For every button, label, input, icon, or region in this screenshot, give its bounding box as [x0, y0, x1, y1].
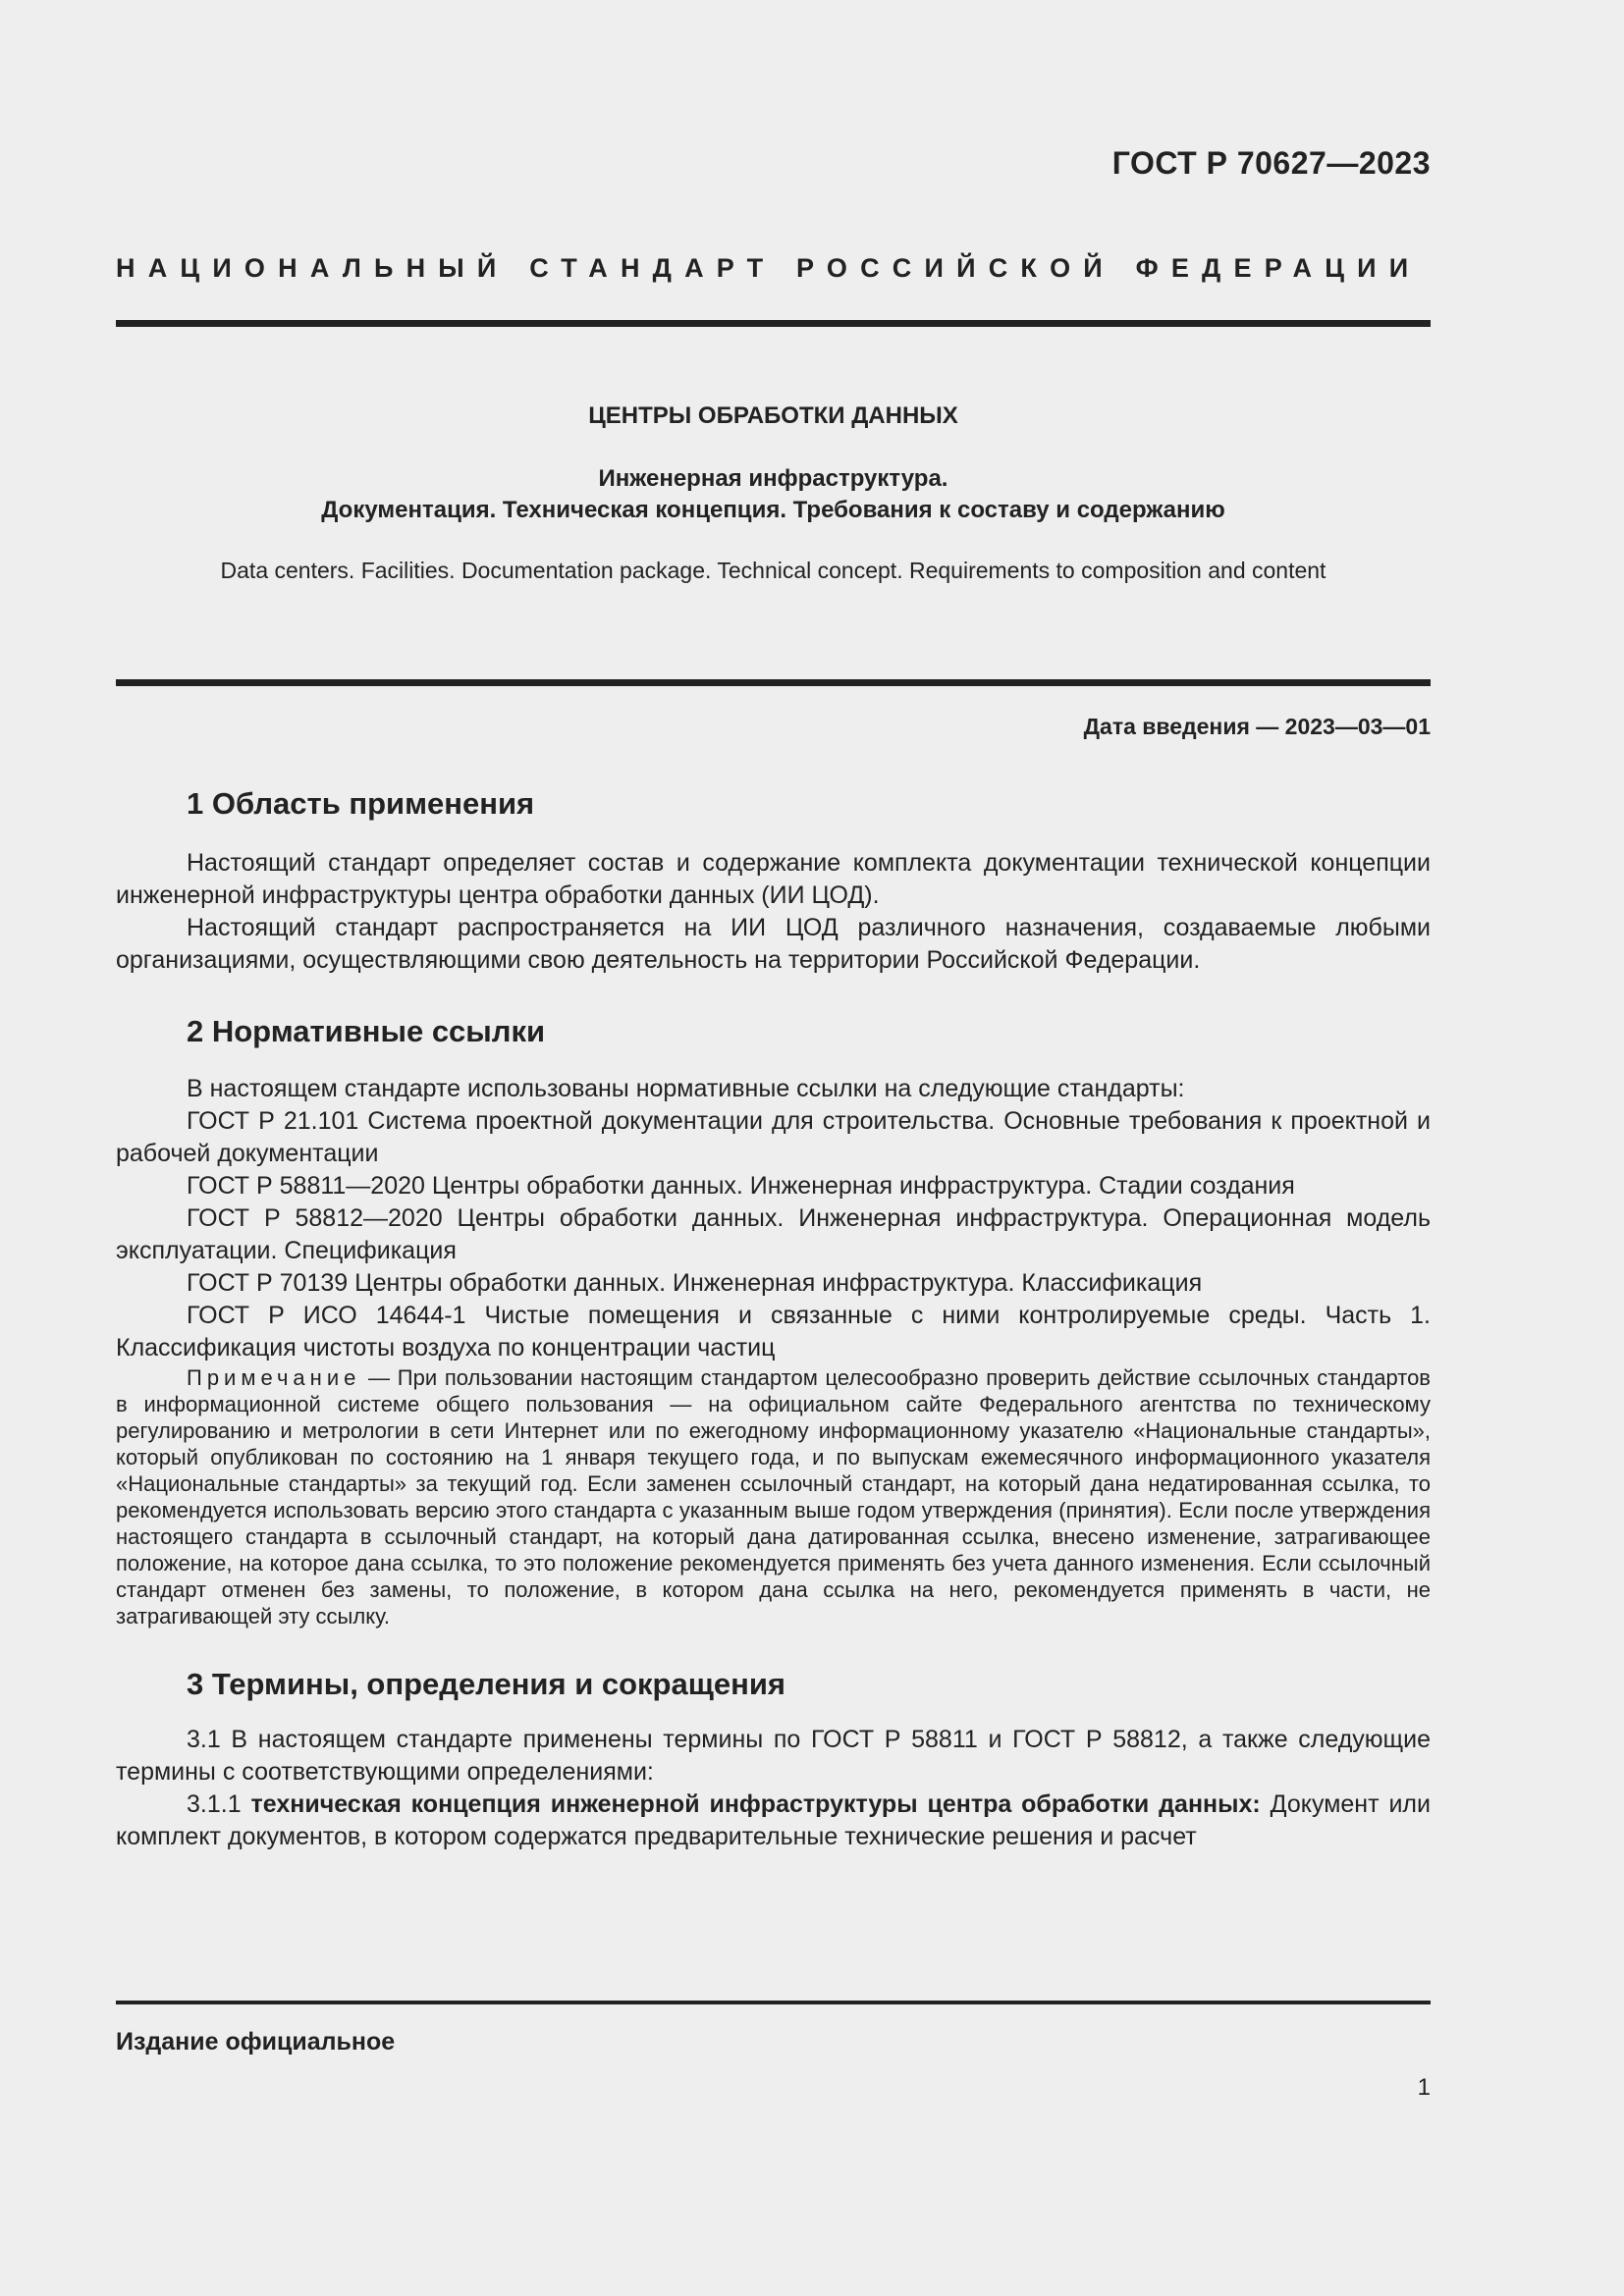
- title-block: [116, 399, 1431, 585]
- top-divider: [116, 320, 1431, 327]
- term-number: 3.1.1: [187, 1790, 251, 1818]
- document-title: ЦЕНТРЫ ОБРАБОТКИ ДАННЫХ: [588, 402, 958, 429]
- reference-item: ГОСТ Р ИСО 14644-1 Чистые помещения и связанные с ними контролируемые среды. Часть 1. Классификация чистоты воздуха по концентрации частиц: [116, 1302, 1431, 1362]
- term-name: техническая концепция инженерной инфраструктуры центра обработки данных:: [250, 1790, 1261, 1818]
- subtitle-line-2: Документация. Техническая концепция. Требования к составу и содержанию: [321, 497, 1225, 523]
- footer-divider: [116, 2001, 1431, 2004]
- document-subtitle: [116, 463, 1431, 526]
- document-code: ГОСТ Р 70627—2023: [1111, 145, 1431, 181]
- subtitle-line-1: Инженерная инфраструктура.: [598, 465, 948, 492]
- page-number: 1: [1417, 2074, 1431, 2101]
- document-body: [116, 780, 1431, 1853]
- reference-item: ГОСТ Р 58812—2020 Центры обработки данных. Инженерная инфраструктура. Операционная модель эксплуатации. Спецификация: [116, 1204, 1431, 1264]
- note: [116, 1364, 1431, 1629]
- section-2-body: [116, 1073, 1431, 1629]
- paragraph: Настоящий стандарт определяет состав и содержание комплекта документации технической концепции инженерной инфраструктуры центра обработки данных (ИИ ЦОД).: [116, 849, 1431, 909]
- introduction-date: Дата введения — 2023—03—01: [1083, 714, 1431, 739]
- reference-item: ГОСТ Р 58811—2020 Центры обработки данных. Инженерная инфраструктура. Стадии создания: [187, 1172, 1295, 1200]
- middle-divider: [116, 679, 1431, 686]
- section-1-body: [116, 847, 1431, 977]
- term-text: Документ или комплект документов, в котором содержатся предварительные технические решения и расчет: [116, 1790, 1431, 1850]
- national-standard-banner: НАЦИОНАЛЬНЫЙ СТАНДАРТ РОССИЙСКОЙ ФЕДЕРАЦИИ: [116, 253, 1422, 283]
- section-1-heading: 1 Область применения: [187, 786, 535, 821]
- note-text: — При пользовании настоящим стандартом целесообразно проверить действие ссылочных стандартов в информационной системе общего пользования — на официальном сайте Федерального агентства по техническому регулированию и метрологии в сети Интернет или по ежегодному информационному указателю «Национальные стандарты», который опубликован по состоянию на 1 января текущего года, и по выпускам ежемесячного информационного указателя «Национальные стандарты» за текущий год. Если заменен ссылочный стандарт, на который дана недатированная ссылка, то рекомендуется использовать версию этого стандарта с указанным выше годом утверждения (принятия). Если после утверждения настоящего стандарта в ссылочный стандарт, на который дана датированная ссылка, внесено изменение, затрагивающее положение, на которое дана ссылка, то это положение рекомендуется применять без учета данного изменения. Если ссылочный стандарт отменен без замены, то положение, в котором дана ссылка на него, рекомендуется применять в части, не затрагивающей эту ссылку.: [116, 1365, 1431, 1629]
- paragraph: Настоящий стандарт распространяется на ИИ ЦОД различного назначения, создаваемые любыми организациями, осуществляющими свою деятельность на территории Российской Федерации.: [116, 914, 1431, 974]
- note-label: Примечание: [187, 1365, 361, 1390]
- paragraph: В настоящем стандарте использованы нормативные ссылки на следующие стандарты:: [187, 1075, 1185, 1102]
- section-3-body: [116, 1724, 1431, 1853]
- official-edition-label: Издание официальное: [116, 2028, 396, 2056]
- term-definition: [116, 1789, 1431, 1853]
- section-2-heading: 2 Нормативные ссылки: [187, 1014, 546, 1048]
- reference-item: ГОСТ Р 70139 Центры обработки данных. Инженерная инфраструктура. Классификация: [187, 1269, 1203, 1297]
- paragraph: 3.1 В настоящем стандарте применены термины по ГОСТ Р 58811 и ГОСТ Р 58812, а также следующие термины с соответствующими определениями:: [116, 1726, 1431, 1786]
- reference-item: ГОСТ Р 21.101 Система проектной документации для строительства. Основные требования к проектной и рабочей документации: [116, 1107, 1431, 1167]
- section-3-heading: 3 Термины, определения и сокращения: [187, 1667, 785, 1701]
- english-title: Data centers. Facilities. Documentation package. Technical concept. Requirements to composition and content: [220, 558, 1326, 583]
